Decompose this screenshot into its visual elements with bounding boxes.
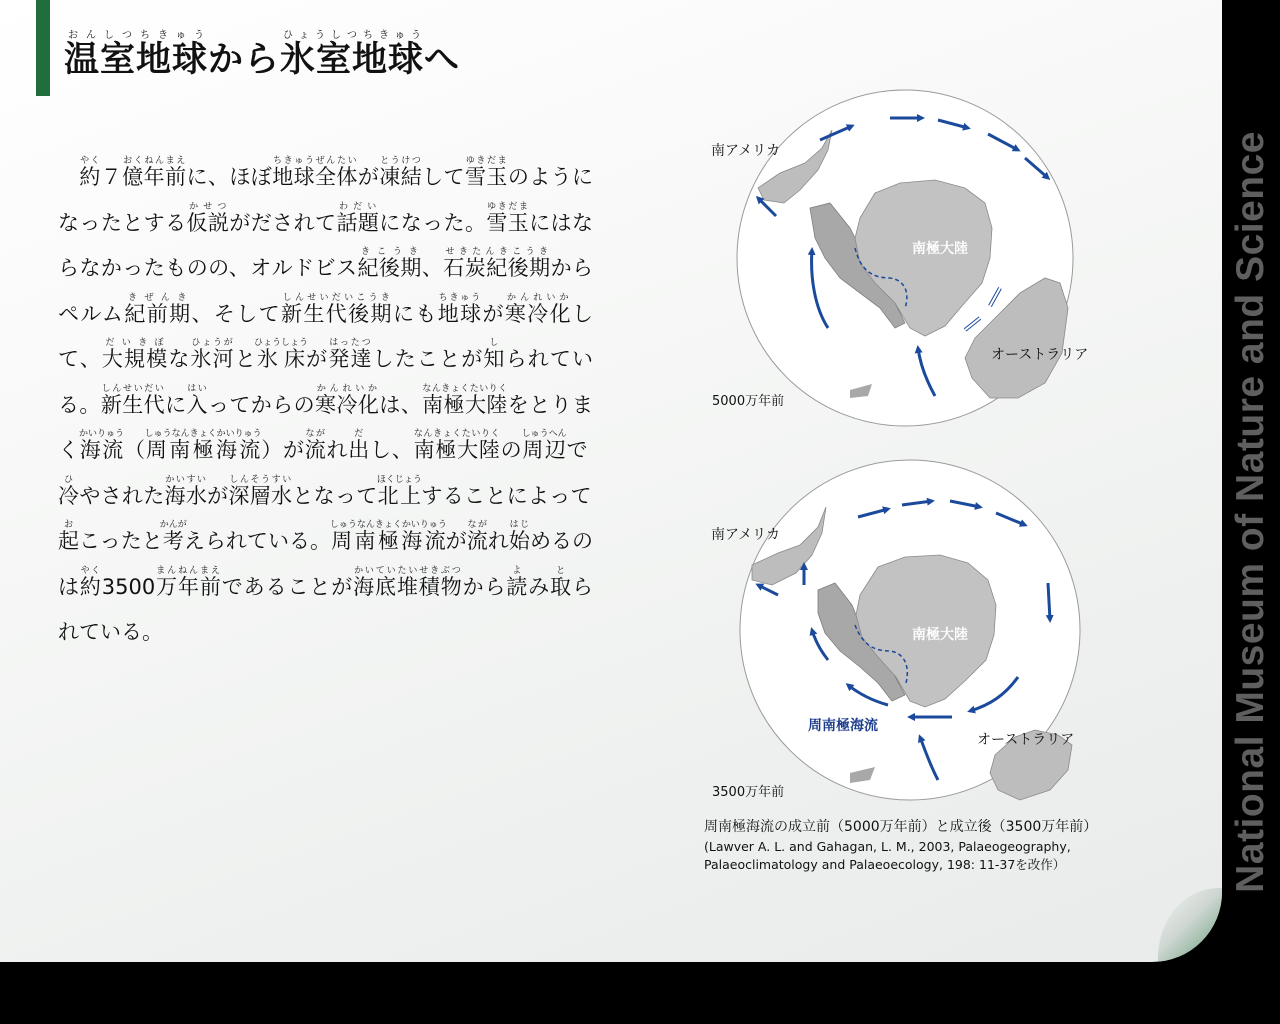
label-age: 3500万年前 [712, 785, 785, 800]
ruby-word: 雪玉ゆきだま [464, 156, 508, 189]
ruby-word: 流なが [466, 520, 488, 553]
page-curl[interactable] [1158, 888, 1222, 962]
museum-name-vertical [1222, 0, 1280, 1024]
ruby-word: 新生代しんせいだい [100, 383, 166, 417]
label-south-america: 南アメリカ [711, 143, 781, 159]
ruby-word: 紀後期きこうき [357, 247, 422, 280]
ruby-word: 氷床ひょうしょう [253, 338, 308, 371]
ruby-word: 出だ [348, 429, 371, 462]
ruby-word: 読よ [506, 565, 529, 599]
ruby-word: 大規模だいきぼ [101, 338, 169, 371]
label-circumpolar-current: 周南極海流 [808, 718, 878, 734]
ruby-word: 海水かいすい [164, 474, 208, 508]
ruby-word: 考かんが [159, 520, 187, 553]
ruby-word: 石炭紀後期せきたんきこうき [443, 247, 551, 280]
current-arrow [1048, 583, 1050, 620]
ruby-word: 寒冷化かんれいか [504, 292, 573, 326]
label-antarctica: 南極大陸 [912, 241, 968, 257]
body-text: 約やく７億年前おくねんまえに、ほぼ地球全体ちきゅうぜんたいが凍結とうけつして雪玉ゆきだまのようになったとする仮説かせつがだされて話題わだいになった。雪玉ゆきだまにはならなかったものの、オルドビス紀後期きこうき、石炭紀後期せきたんきこうきからペルム紀前期きぜんき、そして新生代後期しんせいだいこうきにも地球ちきゅうが寒冷化かんれいかして、大規模だいきぼな氷河ひょうがと氷床ひょうしょうが発達はったつしたことが知しられている。新生代しんせいだいに入はいってからの寒冷化かんれいかは、南極大陸なんきょくたいりくをとりまく海流かいりゅう（周南極海流しゅうなんきょくかいりゅう）が流ながれ出だし、南極大陸なんきょくたいりくの周辺しゅうへんで冷ひやされた海水かいすいが深層水しんそうすいとなって北上ほくじょうすることによって起おこったと考かんがえられている。周南極海流しゅうなんきょくかいりゅうが流ながれ始はじめるのは約やく3500万年前まんねんまえであることが海底堆積物かいていたいせきぶつから読よみ取とられている。 [58, 156, 594, 644]
map-35ma-globe [700, 455, 1100, 815]
ruby-word: 話題わだい [336, 201, 380, 235]
ruby-word: 周辺しゅうへん [521, 429, 567, 462]
figure-caption [704, 816, 1184, 874]
ruby-word: 仮説かせつ [186, 201, 230, 235]
ruby-word: 南極大陸なんきょくたいりく [422, 383, 508, 417]
ruby-word: 流なが [304, 429, 327, 462]
ruby-word: 氷室地球ひょうしつちきゅう [280, 30, 425, 80]
ruby-word: 地球全体ちきゅうぜんたい [272, 156, 358, 189]
ruby-word: 温室地球おんしつちきゅう [64, 30, 209, 80]
ruby-word: 約やく [79, 156, 101, 189]
ruby-word: 紀前期きぜんき [124, 292, 192, 326]
ruby-word: 北上ほくじょう [376, 474, 422, 508]
label-australia: オーストラリア [977, 732, 1075, 748]
ruby-word: 深層水しんそうすい [228, 474, 293, 508]
ruby-word: 知し [483, 338, 506, 371]
museum-name-text: National Museum of Nature and Science [1229, 131, 1272, 893]
ruby-word: 雪玉ゆきだま [486, 201, 530, 235]
label-south-america: 南アメリカ [711, 527, 781, 543]
ruby-word: 万年前まんねんまえ [155, 565, 222, 599]
ruby-word: 寒冷化かんれいか [315, 383, 380, 417]
caption-title: 周南極海流の成立前（5000万年前）と成立後（3500万年前） [704, 819, 1098, 835]
caption-reference-line-2: Palaeoclimatology and Palaeoecology, 198: 11-37を改作） [704, 857, 1066, 872]
ruby-word: 周南極海流しゅうなんきょくかいりゅう [329, 520, 447, 553]
ruby-word: 始はじ [508, 520, 530, 553]
ruby-word: 約やく [79, 565, 102, 599]
ruby-word: 億年前おくねんまえ [122, 156, 187, 189]
page-title: 温室地球おんしつちきゅうから氷室地球ひょうしつちきゅうへ [64, 30, 461, 80]
label-age: 5000万年前 [712, 394, 785, 409]
label-antarctica: 南極大陸 [912, 627, 968, 643]
map-50ma-globe [700, 78, 1100, 438]
ruby-word: 凍結とうけつ [379, 156, 423, 189]
ruby-word: 入はい [186, 383, 208, 417]
ruby-word: 冷ひ [58, 474, 80, 508]
ruby-word: 新生代後期しんせいだいこうき [281, 292, 393, 326]
ruby-word: 起お [58, 520, 80, 553]
ruby-word: 周南極海流しゅうなんきょくかいりゅう [144, 429, 262, 462]
ruby-word: 発達はったつ [328, 338, 373, 371]
map-35ma [700, 455, 1100, 815]
map-50ma [700, 78, 1100, 438]
ruby-word: 海底堆積物かいていたいせきぶつ [353, 565, 463, 599]
title-accent-bar [36, 0, 50, 96]
ruby-word: 取と [550, 565, 573, 599]
ruby-word: 海流かいりゅう [79, 429, 125, 462]
ruby-word: 地球ちきゅう [437, 292, 483, 326]
caption-reference-line-1: (Lawver A. L. and Gahagan, L. M., 2003, Palaeogeography, [704, 839, 1071, 854]
ruby-word: 氷河ひょうが [190, 338, 235, 371]
ruby-word: 南極大陸なんきょくたいりく [413, 429, 501, 462]
label-australia: オーストラリア [991, 347, 1089, 363]
